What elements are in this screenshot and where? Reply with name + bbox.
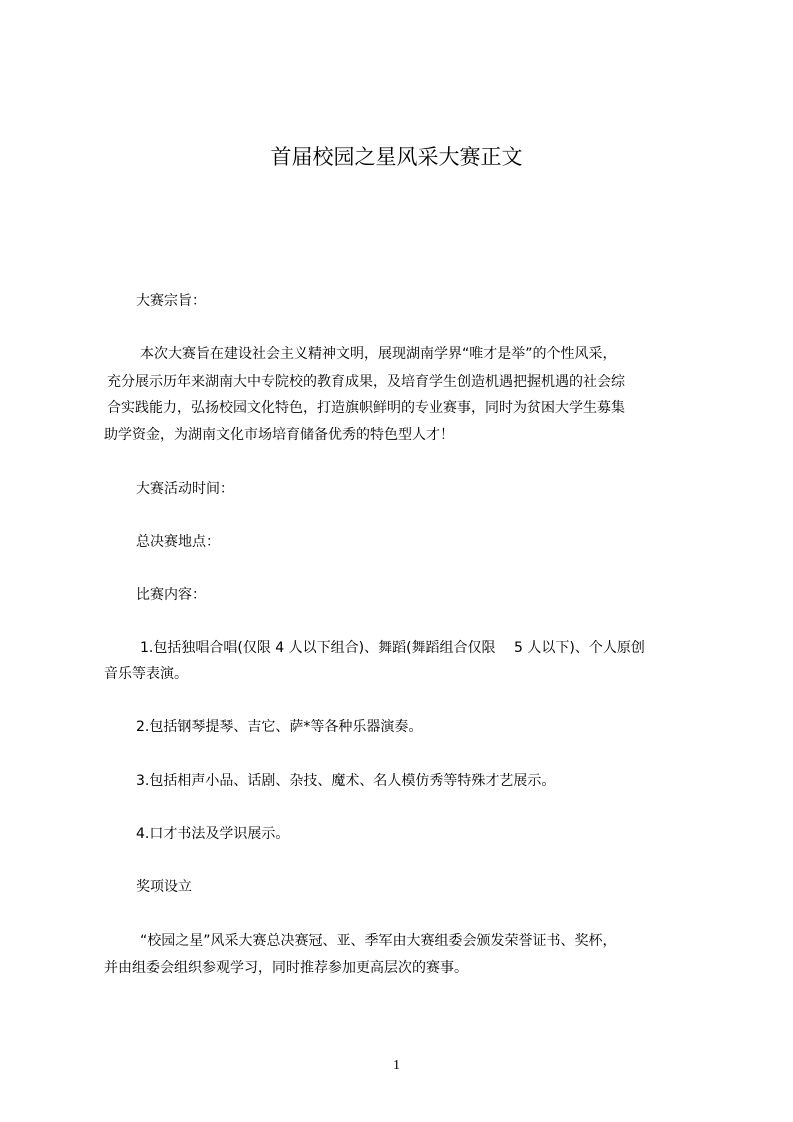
content-item-continuation: 音乐等表演。	[104, 666, 188, 682]
purpose-paragraph-line: 合实践能力，弘扬校园文化特色，打造旗帜鲜明的专业赛事，同时为贫困大学生募集	[107, 400, 625, 416]
awards-heading: 奖项设立	[136, 879, 192, 895]
venue-heading: 总决赛地点：	[136, 534, 220, 550]
purpose-paragraph-line: 助学资金，为湖南文化市场培育储备优秀的特色型人才！	[104, 427, 454, 443]
purpose-paragraph-line: 充分展示历年来湖南大中专院校的教育成果，及培育学生创造机遇把握机遇的社会综	[107, 374, 625, 390]
purpose-heading: 大赛宗旨：	[136, 293, 206, 309]
content-item: 3.包括相声小品、话剧、杂技、魔术、名人模仿秀等特殊才艺展示。	[136, 773, 556, 789]
awards-paragraph-line: “校园之星”风采大赛总决赛冠、亚、季军由大赛组委会颁发荣誉证书、奖杯，	[140, 933, 617, 949]
content-heading: 比赛内容：	[136, 587, 206, 603]
time-heading: 大赛活动时间：	[136, 481, 234, 497]
awards-paragraph-line: 并由组委会组织参观学习，同时推荐参加更高层次的赛事。	[104, 960, 468, 976]
content-item: 1.包括独唱合唱(仅限 4 人以下组合)、舞蹈(舞蹈组合仅限 5 人以下)、个人原创	[140, 640, 645, 656]
page-number: 1	[393, 1058, 400, 1073]
content-item: 2.包括钢琴提琴、吉它、萨*等各种乐器演奏。	[136, 719, 423, 735]
document-title: 首届校园之星风采大赛正文	[270, 145, 523, 169]
purpose-paragraph-line: 本次大赛旨在建设社会主义精神文明，展现湖南学界“唯才是举”的个性风采，	[140, 346, 617, 362]
content-item: 4.口才书法及学识展示。	[136, 826, 290, 842]
